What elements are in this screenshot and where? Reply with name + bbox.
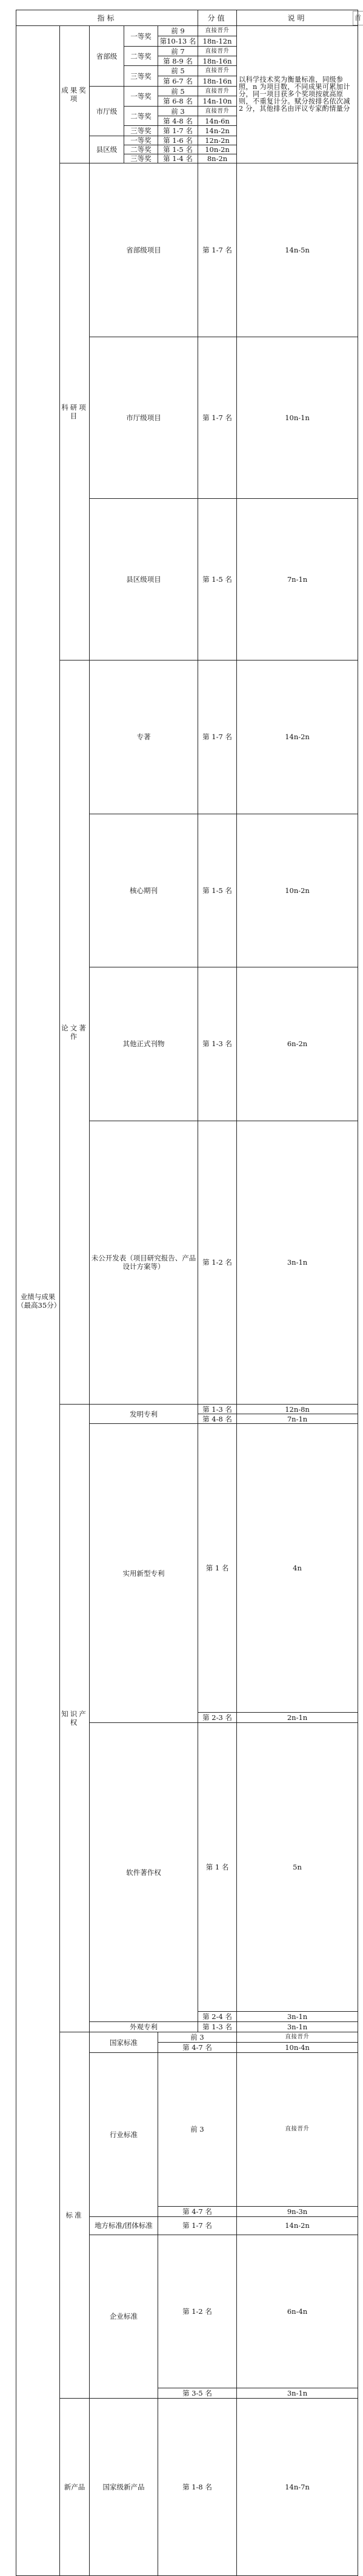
rank-cell: 前 3 [158, 2032, 237, 2043]
score-cell: 直接晋升 [198, 66, 237, 76]
score-cell: 直接晋升 [237, 2053, 358, 2207]
rank-cell: 前 5 [158, 87, 198, 96]
score-cell: 7n-1n [237, 1414, 358, 1424]
research-level: 省部级项目 [90, 163, 198, 337]
rank-cell: 第 1-5 名 [158, 145, 198, 154]
score-cell: 直接晋升 [237, 2032, 358, 2043]
table-row [16, 26, 358, 36]
rank-cell: 第 2-4 名 [198, 2012, 237, 2022]
grade-label: 一等奖 [124, 26, 158, 47]
category-cell: 业绩与成果（最高35分） [16, 26, 60, 2576]
grade-label: 一等奖 [124, 87, 158, 107]
score-cell: 10n-4n [237, 2043, 358, 2053]
table-row [16, 1405, 358, 1414]
corner-tab: 首 [353, 11, 363, 25]
rank-cell: 第 4-7 名 [158, 2043, 237, 2053]
evaluation-table [16, 10, 358, 2576]
table-row [16, 2032, 358, 2043]
table-row [16, 163, 358, 337]
rank-cell: 前 3 [158, 2053, 237, 2207]
score-cell: 直接晋升 [198, 47, 237, 56]
score-cell: 14n-2n [237, 2216, 358, 2235]
rank-cell: 第 8-9 名 [158, 56, 198, 66]
score-cell: 直接晋升 [198, 87, 237, 96]
rank-cell: 第 1-2 名 [158, 2235, 237, 2388]
table-row [16, 2399, 358, 2576]
score-cell: 12n-2n [198, 136, 237, 145]
rank-cell: 第 1-3 名 [198, 1405, 237, 1414]
standard-type: 行业标准 [90, 2053, 158, 2217]
grade-label: 三等奖 [124, 126, 158, 136]
score-cell: 3n-1n [237, 2022, 358, 2032]
rank-cell: 前 5 [158, 66, 198, 76]
score-cell: 14n-6n [198, 116, 237, 126]
achievement-note: 以科学技术奖为衡量标准，同级参照，n 为项目数，不同成果可累加计分，同一项目获多个奖项按就高原则，不重复计分。赋分按排名依次减 2 分，其他排名由评议专家酌情量分 [237, 26, 358, 163]
papers-label: 论文著作 [60, 660, 90, 1405]
ip-type: 外观专利 [90, 2022, 198, 2032]
rank-cell: 第 1 名 [198, 1424, 237, 1713]
rank-cell: 第10-13 名 [158, 36, 198, 47]
rank-cell: 第 1-3 名 [198, 967, 237, 1121]
score-cell: 14n-10n [198, 96, 237, 107]
score-cell: 3n-1n [237, 1121, 358, 1404]
score-cell: 3n-1n [237, 2388, 358, 2399]
rank-cell: 第 1-7 名 [198, 163, 237, 337]
paper-type: 专著 [90, 660, 198, 814]
header-indicator: 指标 [16, 10, 198, 26]
research-level: 县区级项目 [90, 499, 198, 660]
rank-cell: 前 9 [158, 26, 198, 36]
ip-type: 实用新型专利 [90, 1424, 198, 1723]
standard-type: 国家标准 [90, 2032, 158, 2053]
score-cell: 2n-1n [237, 1713, 358, 1723]
achievement-label: 成果奖项 [60, 26, 90, 163]
rank-cell: 第 1-7 名 [158, 2216, 237, 2235]
rank-cell: 第 1 名 [198, 1723, 237, 2012]
rank-cell: 第 1-5 名 [198, 499, 237, 660]
rank-cell: 第 1-5 名 [198, 814, 237, 967]
grade-label: 二等奖 [124, 107, 158, 126]
rank-cell: 第 4-8 名 [198, 1414, 237, 1424]
rank-cell: 第 1-7 名 [198, 337, 237, 499]
rank-cell: 第 4-8 名 [158, 116, 198, 126]
rank-cell: 前 3 [158, 107, 198, 116]
grade-label: 二等奖 [124, 47, 158, 66]
score-cell: 14n-2n [198, 126, 237, 136]
rank-cell: 第 1-3 名 [198, 2022, 237, 2032]
score-cell: 直接晋升 [198, 107, 237, 116]
score-cell: 10n-2n [198, 145, 237, 154]
header-score: 分值 [198, 10, 237, 26]
grade-label: 一等奖 [124, 136, 158, 145]
score-cell: 10n-1n [237, 337, 358, 499]
score-cell: 18n-16n [198, 76, 237, 87]
rank-cell: 第 1-7 名 [198, 660, 237, 814]
standards-label: 标准 [60, 2032, 90, 2399]
score-cell: 9n-3n [237, 2206, 358, 2216]
score-cell: 14n-5n [237, 163, 358, 337]
score-cell: 12n-8n [237, 1405, 358, 1414]
level-county: 县区级 [90, 136, 124, 163]
score-cell: 直接晋升 [198, 26, 237, 36]
score-cell: 5n [237, 1723, 358, 2012]
score-cell: 8n-2n [198, 154, 237, 163]
score-cell: 6n-2n [237, 967, 358, 1121]
newproduct-label: 新产品 [60, 2399, 90, 2576]
ip-label: 知识产权 [60, 1405, 90, 2032]
grade-label: 三等奖 [124, 66, 158, 87]
level-provincial: 省部级 [90, 26, 124, 87]
header-row [16, 10, 358, 26]
standard-type: 企业标准 [90, 2235, 158, 2399]
rank-cell: 第 4-7 名 [158, 2206, 237, 2216]
rank-cell: 第 6-8 名 [158, 96, 198, 107]
score-cell: 18n-12n [198, 36, 237, 47]
rank-cell: 第 2-3 名 [198, 1713, 237, 1723]
score-cell: 18n-16n [198, 56, 237, 66]
score-cell: 14n-2n [237, 660, 358, 814]
rank-cell: 第 6-7 名 [158, 76, 198, 87]
grade-label: 三等奖 [124, 154, 158, 163]
grade-label: 二等奖 [124, 145, 158, 154]
research-level: 市厅级项目 [90, 337, 198, 499]
ip-type: 软件著作权 [90, 1723, 198, 2022]
score-cell: 4n [237, 1424, 358, 1713]
rank-cell: 第 1-8 名 [158, 2399, 237, 2576]
paper-type: 其他正式刊物 [90, 967, 198, 1121]
rank-cell: 第 1-6 名 [158, 136, 198, 145]
score-cell: 3n-1n [237, 2012, 358, 2022]
table-row [16, 660, 358, 814]
rank-cell: 第 1-7 名 [158, 126, 198, 136]
standard-type: 地方标准/团体标准 [90, 2216, 158, 2235]
level-city: 市厅级 [90, 87, 124, 136]
research-label: 科研项目 [60, 163, 90, 660]
score-cell: 7n-1n [237, 499, 358, 660]
score-cell: 14n-7n [237, 2399, 358, 2576]
paper-type: 核心期刊 [90, 814, 198, 967]
paper-type: 未公开发表（项目研究报告、产品设计方案等） [90, 1121, 198, 1404]
rank-cell: 第 1-2 名 [198, 1121, 237, 1404]
rank-cell: 第 3-5 名 [158, 2388, 237, 2399]
rank-cell: 第 1-4 名 [158, 154, 198, 163]
score-cell: 6n-4n [237, 2235, 358, 2388]
ip-type: 发明专利 [90, 1405, 198, 1424]
newproduct-type: 国家级新产品 [90, 2399, 158, 2576]
header-note: 说明 [237, 10, 358, 26]
score-cell: 10n-2n [237, 814, 358, 967]
rank-cell: 前 7 [158, 47, 198, 56]
